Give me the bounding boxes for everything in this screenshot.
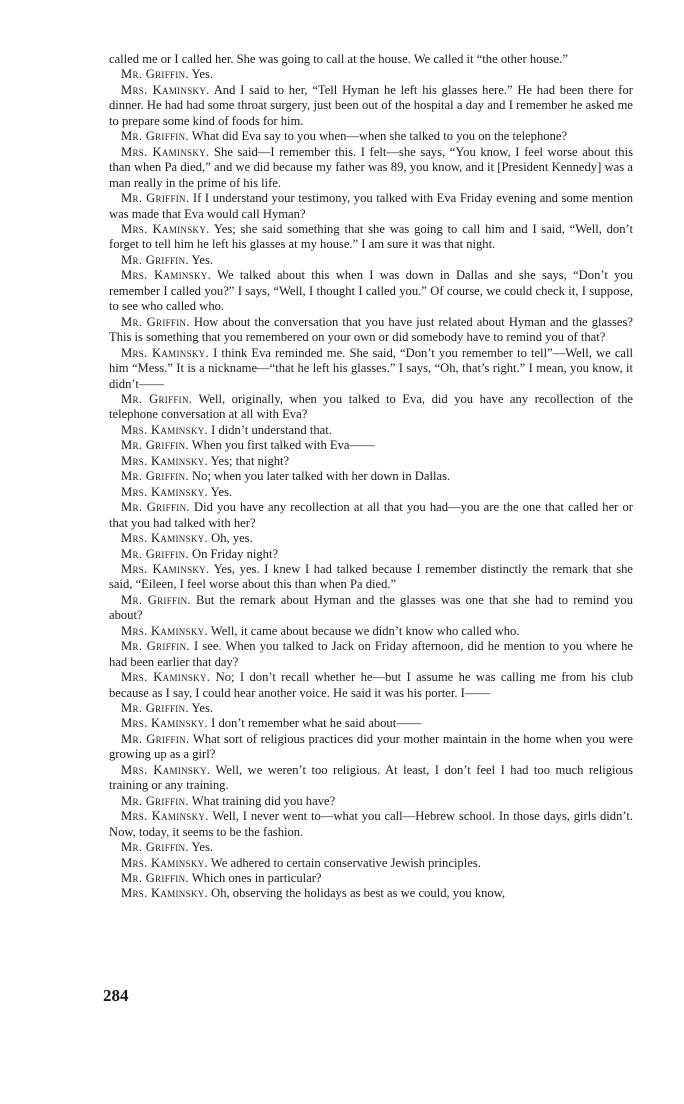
speaker-label: Mrs. Kaminsky.: [121, 268, 212, 283]
paragraph-text: Well, I never went to—what you call—Hebrew school. In those days, girls didn’t. Now, today, it seems to be the fashion.: [109, 809, 634, 839]
speaker-label: Mrs. Kaminsky.: [121, 762, 211, 777]
speaker-label: Mr. Griffin.: [121, 500, 190, 515]
paragraph-text: Yes; she said something that she was going to call him and I said, “Well, don’t forget to tell him he left his glasses at my house.” I am sure it was that night.: [109, 221, 633, 252]
paragraph-text: called me or I called her. She was going to call at the house. We called it “the other house.”: [109, 52, 568, 66]
paragraph-text: Did you have any recollection at all that you had—you are the one that called her or that you had talked with her?: [109, 500, 633, 530]
paragraph-text: Yes; that night?: [210, 453, 290, 468]
speaker-label: Mr. Griffin.: [121, 731, 190, 746]
speaker-label: Mr. Griffin.: [121, 469, 189, 484]
speaker-label: Mr. Griffin.: [121, 391, 193, 406]
paragraph-text: I didn’t understand that.: [211, 422, 332, 437]
testimony-paragraph: [109, 268, 633, 314]
testimony-paragraph: [109, 531, 633, 546]
testimony-paragraph: [109, 639, 633, 670]
speaker-label: Mr. Griffin.: [121, 191, 190, 206]
testimony-text: [109, 52, 633, 902]
speaker-label: Mrs. Kaminsky.: [121, 144, 210, 159]
testimony-paragraph: [109, 454, 633, 469]
testimony-paragraph: [109, 83, 633, 129]
testimony-paragraph: [109, 886, 633, 901]
speaker-label: Mr. Griffin.: [121, 252, 189, 267]
testimony-paragraph: [109, 346, 633, 392]
speaker-label: Mrs. Kaminsky.: [121, 82, 210, 97]
paragraph-text: On Friday night?: [192, 546, 279, 561]
speaker-label: Mrs. Kaminsky.: [121, 670, 211, 685]
speaker-label: Mrs. Kaminsky.: [121, 531, 208, 546]
speaker-label: Mr. Griffin.: [121, 314, 190, 329]
paragraph-text: Oh, observing the holidays as best as we could, you know,: [211, 886, 506, 901]
paragraph-text: Well, it came about because we didn’t know who called who.: [210, 623, 520, 638]
testimony-paragraph: [109, 438, 633, 453]
paragraph-text: Yes.: [191, 701, 214, 716]
testimony-paragraph: [109, 67, 633, 82]
testimony-paragraph: [109, 840, 633, 855]
paragraph-text: When you first talked with Eva——: [191, 438, 375, 453]
testimony-paragraph: [109, 547, 633, 562]
paragraph-text: I see. When you talked to Jack on Friday afternoon, did he mention to you where he had been earlier that day?: [109, 639, 633, 669]
speaker-label: Mr. Griffin.: [121, 546, 189, 561]
speaker-label: Mrs. Kaminsky.: [121, 422, 208, 437]
speaker-label: Mrs. Kaminsky.: [121, 221, 210, 236]
speaker-label: Mr. Griffin.: [121, 438, 189, 453]
paragraph-text: Yes.: [191, 252, 214, 267]
testimony-paragraph: [109, 809, 633, 840]
speaker-label: Mrs. Kaminsky.: [121, 623, 208, 638]
paragraph-text: No; when you later talked with her down in Dallas.: [192, 469, 451, 484]
speaker-label: Mr. Griffin.: [121, 793, 189, 808]
testimony-paragraph: [109, 763, 633, 794]
testimony-paragraph: [109, 253, 633, 268]
paragraph-text: Yes.: [191, 67, 214, 82]
testimony-paragraph: [109, 732, 633, 763]
testimony-paragraph: [109, 423, 633, 438]
testimony-paragraph: [109, 871, 633, 886]
testimony-paragraph: [109, 562, 633, 593]
paragraph-text: What did Eva say to you when—when she talked to you on the telephone?: [191, 129, 568, 144]
speaker-label: Mrs. Kaminsky.: [121, 809, 209, 824]
testimony-paragraph: [109, 794, 633, 809]
speaker-label: Mrs. Kaminsky.: [121, 345, 209, 360]
speaker-label: Mr. Griffin.: [121, 129, 189, 144]
paragraph-text: Oh, yes.: [211, 531, 253, 546]
testimony-paragraph: [109, 856, 633, 871]
testimony-paragraph: [109, 315, 633, 346]
paragraph-text: What sort of religious practices did your mother maintain in the home when you were growing up as a girl?: [109, 731, 634, 762]
speaker-label: Mrs. Kaminsky.: [121, 716, 208, 731]
testimony-paragraph: [109, 145, 633, 191]
speaker-label: Mrs. Kaminsky.: [121, 561, 210, 576]
paragraph-text: No; I don’t recall whether he—but I assume he was calling me from his club because as I say, I could hear another voice. He said it was his porter. I——: [109, 670, 633, 700]
paragraph-text: Yes.: [191, 840, 214, 855]
testimony-paragraph: [109, 52, 633, 67]
speaker-label: Mrs. Kaminsky.: [121, 484, 208, 499]
paragraph-text: Well, originally, when you talked to Eva, did you have any recollection of the telephone conversation at all with Eva?: [109, 391, 634, 422]
paragraph-text: I don’t remember what he said about——: [211, 716, 422, 731]
paragraph-text: We talked about this when I was down in Dallas and she says, “Don’t you remember I called you?” I says, “Well, I thought I called you.” Of course, we could check it, I suppose, to see who called who.: [109, 268, 634, 314]
speaker-label: Mr. Griffin.: [121, 871, 189, 886]
testimony-paragraph: [109, 392, 633, 423]
paragraph-text: She said—I remember this. I felt—she says, “You know, I feel worse about this than when Pa died,” and we did because my father was 89, you know, and it [President Kennedy] was a man really in the prime of his life.: [109, 144, 633, 190]
testimony-paragraph: [109, 222, 633, 253]
testimony-paragraph: [109, 485, 633, 500]
testimony-paragraph: [109, 469, 633, 484]
paragraph-text: Which ones in particular?: [191, 871, 322, 886]
speaker-label: Mr. Griffin.: [121, 840, 189, 855]
speaker-label: Mrs. Kaminsky.: [121, 855, 208, 870]
paragraph-text: We adhered to certain conservative Jewish principles.: [210, 855, 481, 870]
paragraph-text: But the remark about Hyman and the glasses was one that she had to remind you about?: [109, 592, 633, 623]
paragraph-text: Yes.: [210, 484, 233, 499]
testimony-paragraph: [109, 670, 633, 701]
speaker-label: Mr. Griffin.: [121, 592, 191, 607]
speaker-label: Mr. Griffin.: [121, 639, 190, 654]
testimony-paragraph: [109, 129, 633, 144]
testimony-paragraph: [109, 716, 633, 731]
paragraph-text: What training did you have?: [191, 793, 336, 808]
paragraph-text: If I understand your testimony, you talked with Eva Friday evening and some mention was made that Eva would call Hyman?: [109, 191, 633, 221]
paragraph-text: I think Eva reminded me. She said, “Don’t you remember to tell”—Well, we call him “Mess.” It is a nickname—“that he left his glasses.” I says, “Oh, that’s right.” I mean, you know, it didn’t——: [109, 345, 634, 391]
speaker-label: Mr. Griffin.: [121, 701, 189, 716]
paragraph-text: And I said to her, “Tell Hyman he left his glasses here.” He had been there for dinner. He had had some throat surgery, just been out of the hospital a day and I remember he asked me to prepare some kind of foods for him.: [109, 82, 633, 128]
testimony-paragraph: [109, 624, 633, 639]
paragraph-text: Yes, yes. I knew I had talked because I remember distinctly the remark that she said, “Eileen, I feel worse about this than when Pa died.”: [109, 561, 633, 592]
paragraph-text: How about the conversation that you have just related about Hyman and the glasses? This is something that you remembered on your own or did somebody have to remind you of that?: [109, 314, 633, 345]
speaker-label: Mrs. Kaminsky.: [121, 453, 208, 468]
testimony-paragraph: [109, 191, 633, 222]
speaker-label: Mr. Griffin.: [121, 67, 189, 82]
page-number: 284: [103, 986, 129, 1005]
speaker-label: Mrs. Kaminsky.: [121, 886, 208, 901]
paragraph-text: Well, we weren’t too religious. At least, I don’t feel I had too much religious training or any training.: [109, 762, 634, 793]
testimony-paragraph: [109, 500, 633, 531]
testimony-paragraph: [109, 593, 633, 624]
testimony-paragraph: [109, 701, 633, 716]
